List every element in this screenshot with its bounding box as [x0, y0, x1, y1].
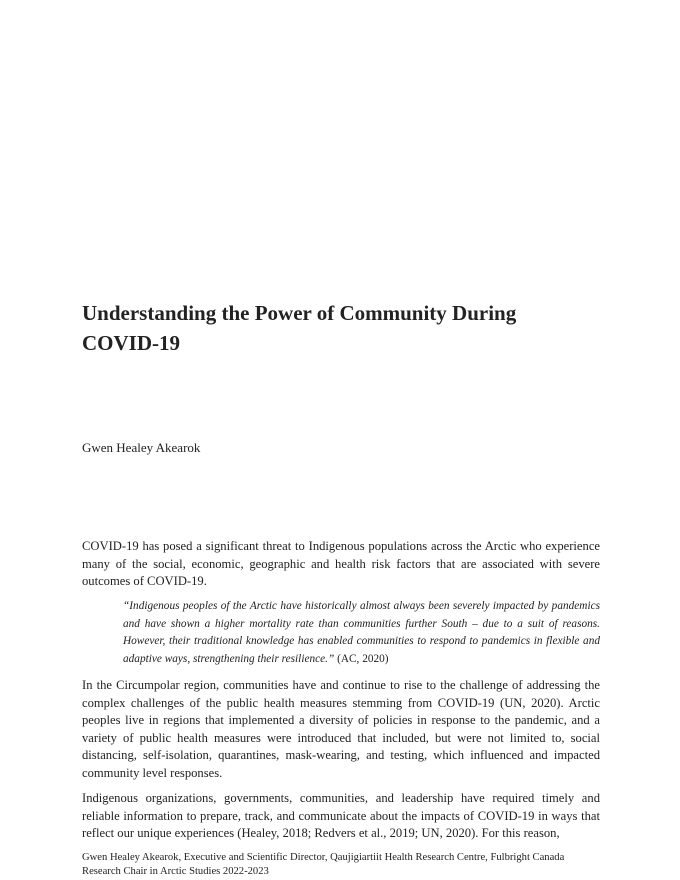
- body-paragraph-3: Indigenous organizations, governments, communities, and leadership have required timely and reliable information to prepare, track, and communicate about the impacts of COVID-19 in ways that reflect our unique experiences (Healey, 2018; Redvers et al., 2019; UN, 2020). For this reason,: [82, 791, 600, 840]
- body-paragraph-2: In the Circumpolar region, communities have and continue to rise to the challenge of addressing the complex challenges of the public health measures stemming from COVID-19 (UN, 2020). Arctic peoples live in regions that implemented a diversity of policies in response to the pandemic, and a variety of public health measures were introduced that included, but were not limited to, social distancing, self-isolation, quarantines, mask-wearing, and testing, which influenced and impacted community level responses.: [82, 678, 600, 780]
- quote-citation: (AC, 2020): [334, 652, 389, 665]
- body-paragraph-1: COVID-19 has posed a significant threat to Indigenous populations across the Arctic who experience many of the social, economic, geographic and health risk factors that are associated with severe outcomes of COVID-19.: [82, 539, 600, 588]
- block-quote: [123, 598, 600, 668]
- quote-text: “Indigenous peoples of the Arctic have historically almost always been severely impacted by pandemics and have shown a higher mortality rate than communities further South – due to a suit of reasons. However, their traditional knowledge has enabled communities to respond to pandemics in flexible and adaptive ways, strengthening their resilience.”: [123, 600, 600, 665]
- author-footnote: Gwen Healey Akearok, Executive and Scientific Director, Qaujigiartiit Health Research Centre, Fulbright Canada Research Chair in Arctic Studies 2022-2023: [82, 852, 565, 877]
- author-name: Gwen Healey Akearok: [82, 440, 201, 455]
- chapter-title: Understanding the Power of Community During COVID-19: [82, 301, 517, 355]
